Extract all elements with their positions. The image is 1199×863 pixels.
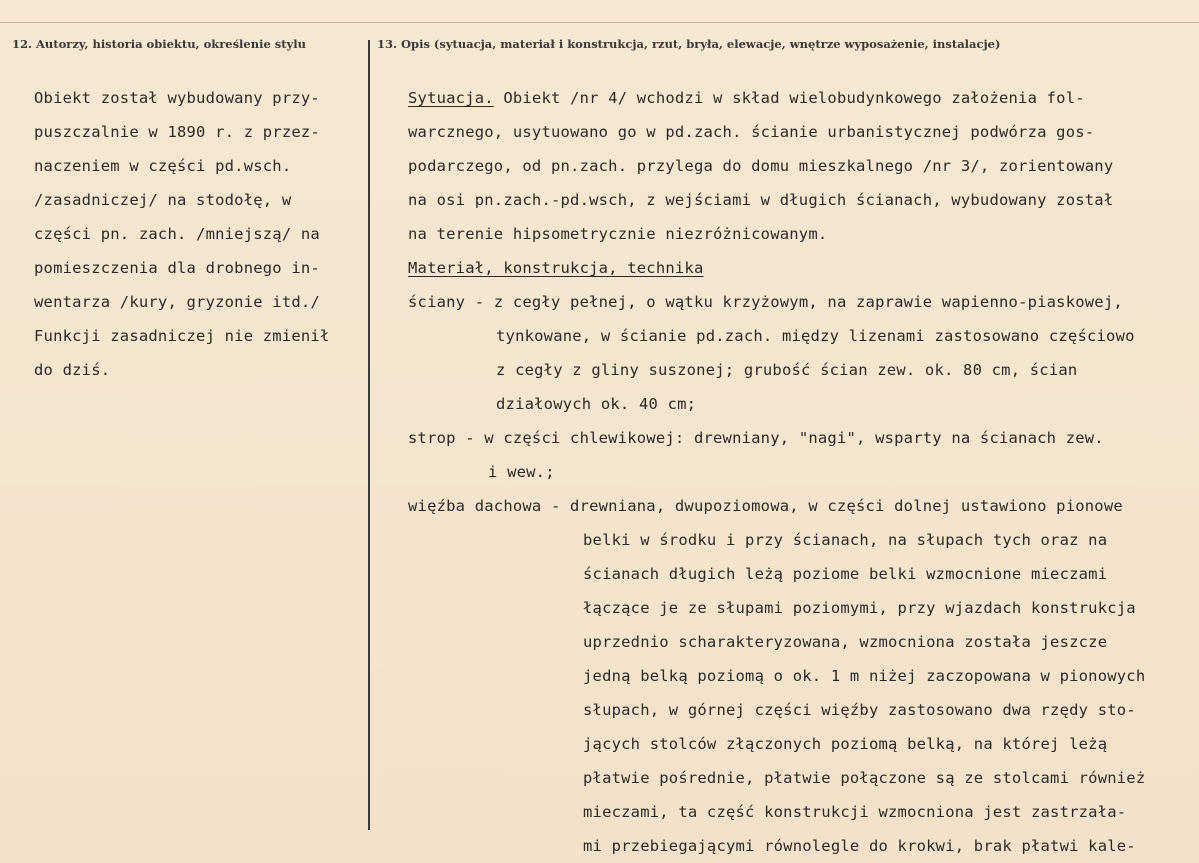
- text-line: warcznego, usytuowano go w pd.zach. ścianie urbanistycznej podwórza gos-: [408, 123, 1095, 141]
- text-line: mieczami, ta część konstrukcji wzmocniona jest zastrzała-: [583, 803, 1127, 821]
- text-line: puszczalnie w 1890 r. z przez-: [34, 123, 320, 141]
- text-line: jących stolców złączonych poziomą belką, na której leżą: [583, 735, 1108, 753]
- text-line: działowych ok. 40 cm;: [496, 395, 697, 413]
- text-line: naczeniem w części pd.wsch.: [34, 157, 292, 175]
- text-line: uprzednio scharakteryzowana, wzmocniona została jeszcze: [583, 633, 1108, 651]
- text-line: na terenie hipsometrycznie niezróżnicowanym.: [408, 225, 828, 243]
- roof-line: [408, 494, 1123, 518]
- text-line: belki w środku i przy ścianach, na słupach tych oraz na: [583, 531, 1108, 549]
- roof-label: więźba dachowa -: [408, 497, 571, 515]
- text-line: ścianach długich leżą poziome belki wzmocnione mieczami: [583, 565, 1108, 583]
- text-line: części pn. zach. /mniejszą/ na: [34, 225, 320, 243]
- text-line: Obiekt /nr 4/ wchodzi w skład wielobudynkowego założenia fol-: [493, 89, 1085, 107]
- text-line: Obiekt został wybudowany przy-: [34, 89, 320, 107]
- text-line: drewniana, dwupoziomowa, w części dolnej ustawiono pionowe: [570, 497, 1123, 515]
- text-line: z cegły z gliny suszonej; grubość ścian zew. ok. 80 cm, ścian: [496, 361, 1078, 379]
- ceiling-line: [408, 426, 1104, 450]
- text-line: pomieszczenia dla drobnego in-: [34, 259, 320, 277]
- ceiling-label: strop -: [408, 429, 485, 447]
- situation-line: [408, 86, 1085, 110]
- section-12-header: 12. Autorzy, historia obiektu, określenie stylu: [12, 37, 306, 51]
- section-13-header: 13. Opis (sytuacja, materiał i konstrukcja, rzut, bryła, elewacje, wnętrze wyposażenie, instalacje): [377, 37, 1001, 51]
- text-line: /zasadniczej/ na stodołę, w: [34, 191, 292, 209]
- walls-label: ściany -: [408, 293, 494, 311]
- situation-heading: Sytuacja.: [408, 89, 494, 107]
- text-line: podarczego, od pn.zach. przylega do domu mieszkalnego /nr 3/, zorientowany: [408, 157, 1114, 175]
- text-line: i wew.;: [488, 463, 555, 481]
- walls-line: [408, 290, 1123, 314]
- text-line: słupach, w górnej części więźby zastosowano dwa rzędy sto-: [583, 701, 1136, 719]
- text-line: Funkcji zasadniczej nie zmienił: [34, 327, 330, 345]
- text-line: z cegły pełnej, o wątku krzyżowym, na zaprawie wapienno-piaskowej,: [493, 293, 1123, 311]
- text-line: tynkowane, w ścianie pd.zach. między lizenami zastosowano częściowo: [496, 327, 1135, 345]
- text-line: na osi pn.zach.-pd.wsch, z wejściami w długich ścianach, wybudowany został: [408, 191, 1114, 209]
- material-heading: Materiał, konstrukcja, technika: [408, 259, 704, 277]
- text-line: wentarza /kury, gryzonie itd./: [34, 293, 320, 311]
- text-line: mi przebiegającymi równolegle do krokwi, brak płatwi kale-: [583, 837, 1136, 855]
- text-line: jedną belką poziomą o ok. 1 m niżej zaczopowana w pionowych: [583, 667, 1146, 685]
- text-line: w części chlewikowej: drewniany, "nagi", wsparty na ścianach zew.: [484, 429, 1104, 447]
- text-line: łączące je ze słupami poziomymi, przy wjazdach konstrukcja: [583, 599, 1136, 617]
- column-divider: [368, 40, 370, 830]
- top-rule: [0, 22, 1199, 23]
- text-line: do dziś.: [34, 361, 111, 379]
- text-line: płatwie pośrednie, płatwie połączone są ze stolcami również: [583, 769, 1146, 787]
